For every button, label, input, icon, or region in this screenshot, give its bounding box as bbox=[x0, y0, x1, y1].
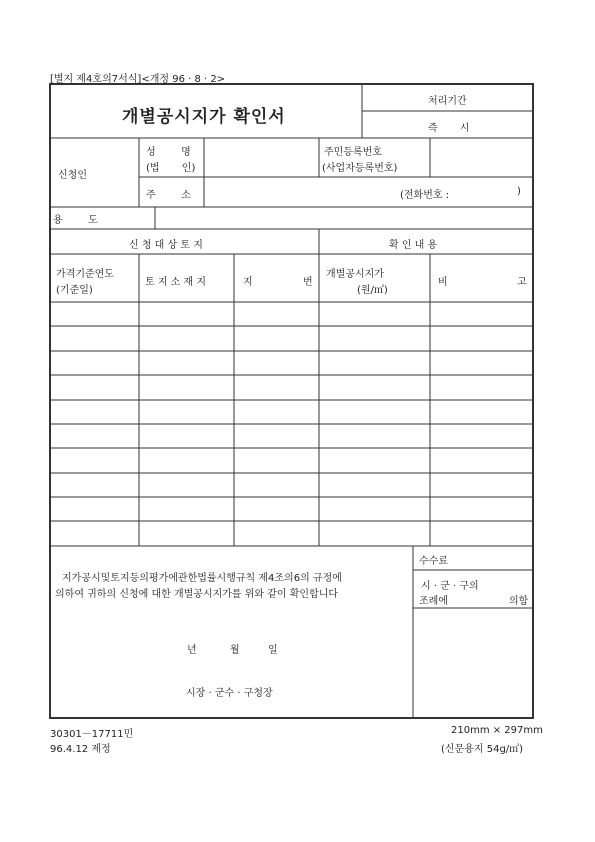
processing-period-value: 즉 시 bbox=[428, 123, 470, 134]
official-price-header: 개별공시지가 bbox=[326, 269, 384, 280]
footer-paper-type: (신문용지 54g/㎡) bbox=[441, 744, 524, 755]
name-field[interactable] bbox=[205, 139, 318, 176]
base-year-header: 가격기준연도 bbox=[56, 269, 114, 280]
address-field[interactable] bbox=[205, 178, 405, 206]
name-sub-label: (법 인) bbox=[146, 163, 196, 174]
name-label: 성 명 bbox=[146, 147, 191, 158]
processing-period-label: 처리기간 bbox=[428, 96, 467, 107]
phone-close: ) bbox=[517, 186, 521, 197]
remarks-header-b: 고 bbox=[517, 277, 527, 288]
signer-title: 시장 · 군수 · 구청장 bbox=[186, 688, 273, 699]
phone-label: (전화번호 : bbox=[400, 190, 450, 201]
id-number-field[interactable] bbox=[431, 139, 532, 176]
statement-line-1: 지가공시및토지등의평가에관한법률시행규칙 제4조의6의 규정에 bbox=[62, 573, 342, 584]
address-label: 주 소 bbox=[146, 190, 191, 201]
purpose-label: 용 도 bbox=[53, 215, 98, 226]
lot-number-header-a: 지 bbox=[243, 277, 253, 288]
footer-paper-size: 210mm × 297mm bbox=[451, 725, 543, 736]
target-land-header: 신 청 대 상 토 지 bbox=[129, 240, 203, 251]
fee-rule-line-2: 조례에 bbox=[419, 596, 448, 607]
lot-number-header-b: 번 bbox=[303, 277, 313, 288]
applicant-label: 신청인 bbox=[58, 170, 87, 181]
date-year: 년 bbox=[187, 645, 197, 656]
fee-label: 수수료 bbox=[419, 556, 448, 567]
id-number-label: 주민등록번호 bbox=[324, 147, 382, 158]
land-location-header: 토 지 소 재 지 bbox=[145, 277, 207, 288]
price-unit-header: (원/㎡) bbox=[357, 285, 388, 296]
base-date-header: (기준일) bbox=[56, 285, 93, 296]
fee-rule-line-1: 시 · 군 · 구의 bbox=[421, 581, 479, 592]
form-reference: [별지 제4호의7서식]<개정 96 · 8 · 2> bbox=[50, 74, 226, 85]
fee-rule-line-3: 의함 bbox=[509, 596, 529, 607]
statement-line-2: 의하여 귀하의 신청에 대한 개별공시지가를 위와 같이 확인합니다 bbox=[55, 589, 339, 600]
remarks-header-a: 비 bbox=[438, 277, 448, 288]
date-month: 월 bbox=[230, 645, 240, 656]
form-title: 개별공시지가 확인서 bbox=[122, 107, 286, 127]
footer-form-code: 30301－17711민 bbox=[50, 729, 134, 740]
date-day: 일 bbox=[268, 645, 278, 656]
business-number-label: (사업자등록번호) bbox=[322, 163, 398, 174]
footer-enacted-date: 96.4.12 제정 bbox=[50, 744, 111, 755]
confirmation-header: 확 인 내 용 bbox=[389, 240, 438, 251]
purpose-field[interactable] bbox=[156, 208, 532, 228]
